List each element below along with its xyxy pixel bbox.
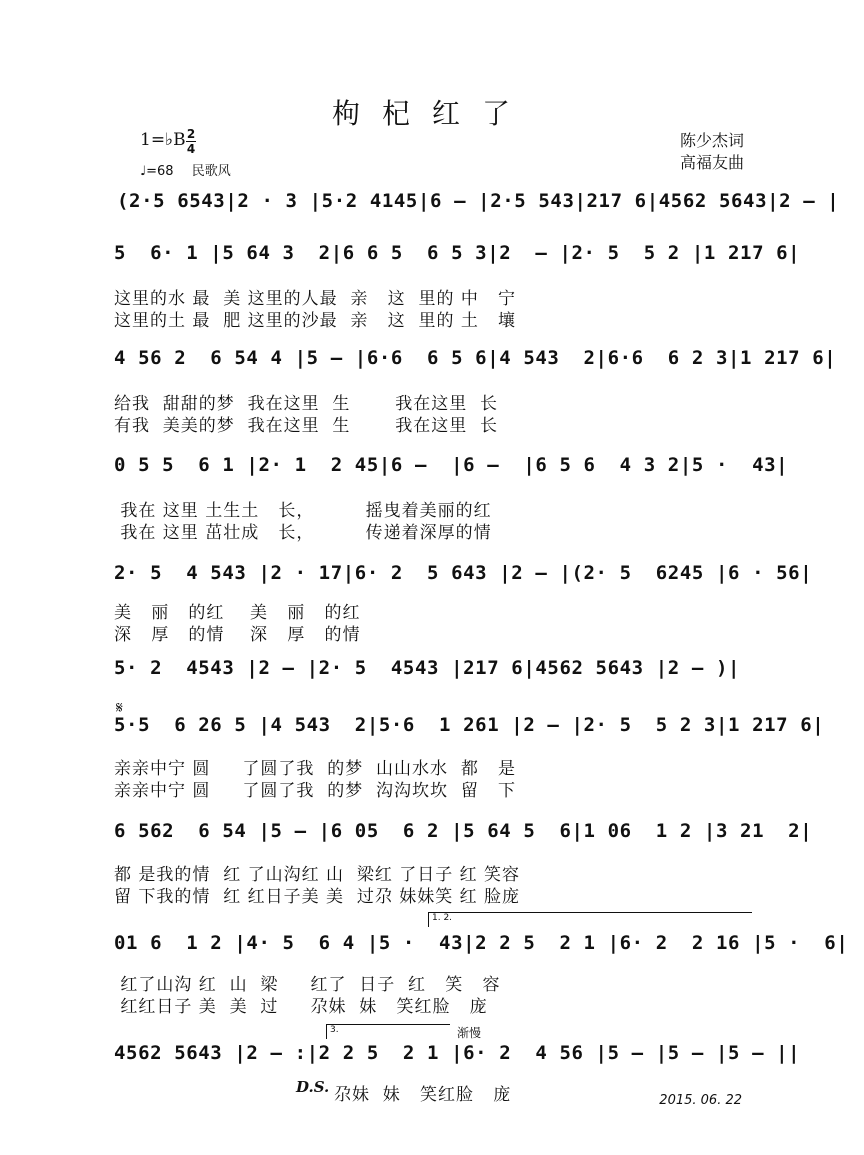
time-signature bbox=[186, 128, 196, 155]
notes-row-7: 5·5 6 26 5 |4 543 2|5·6 1 261 |2 – |2· 5 5 2 3|1 217 6| bbox=[114, 714, 825, 736]
volta-3: 3. bbox=[326, 1024, 450, 1039]
lyrics-row-8-v2: 留 下我的情 红 红日子美 美 过尕 妹妹笑 红 脸庞 bbox=[114, 887, 521, 907]
score-row-9 bbox=[0, 930, 864, 1020]
notes-row-3: 4 56 2 6 54 4 |5 – |6·6 6 5 6|4 543 2|6·6 6 2 3|1 217 6| bbox=[114, 347, 837, 369]
credits bbox=[680, 130, 744, 174]
notes-row-10: 4562 5643 |2 – :|2 2 5 2 1 |6· 2 4 56 |5 – |5 – |5 – || bbox=[114, 1042, 801, 1064]
style-marking: 民歌风 bbox=[191, 164, 231, 179]
song-title: 枸杞红了 bbox=[331, 97, 532, 130]
lyrics-row-5-v2: 深 厚 的情 深 厚 的情 bbox=[114, 625, 361, 645]
score-row-8 bbox=[0, 818, 864, 918]
notes-row-2: 5 6· 1 |5 64 3 2|6 6 5 6 5 3|2 – |2· 5 5 2 |1 217 6| bbox=[114, 242, 801, 264]
notes-row-8: 6 562 6 54 |5 – |6 05 6 2 |5 64 5 6|1 06 1 2 |3 21 2| bbox=[114, 820, 813, 842]
lyrics-row-3-v2: 有我 美美的梦 我在这里 生 我在这里 长 bbox=[114, 416, 499, 436]
score-row-10 bbox=[0, 1040, 864, 1080]
tempo-value: ♩=68 bbox=[140, 164, 174, 179]
lyrics-row-4-v1: 我在 这里 土生土 长， 摇曳着美丽的红 bbox=[114, 501, 492, 521]
lyrics-row-2-v1: 这里的水 最 美 这里的人最 亲 这 里的 中 宁 bbox=[114, 289, 517, 309]
tempo-marking bbox=[140, 160, 231, 179]
score-row-6 bbox=[0, 655, 864, 695]
key-signature: 1=♭B bbox=[140, 130, 186, 150]
score-row-3 bbox=[0, 345, 864, 445]
notes-row-1: (2·5 6543|2 · 3 |5·2 4145|6 – |2·5 543|217 6|4562 5643|2 – | bbox=[117, 190, 840, 212]
notes-row-5: 2· 5 4 543 |2 · 17|6· 2 5 643 |2 – |(2· 5 6245 |6 · 56| bbox=[114, 562, 813, 584]
score-row-4 bbox=[0, 452, 864, 552]
volta-1-2: 1. 2. bbox=[428, 912, 752, 927]
dal-segno-marking: D.S. bbox=[296, 1078, 330, 1096]
lyrics-row-10: 尕妹 妹 笑红脸 庞 bbox=[334, 1085, 512, 1105]
ritardando-marking: 渐慢 bbox=[457, 1026, 482, 1040]
segno-sign: 𝄋 bbox=[116, 698, 123, 717]
lyrics-row-7-v1: 亲亲中宁 圆 了圆了我 的梦 山山水水 都 是 bbox=[114, 759, 517, 779]
lyrics-row-5-v1: 美 丽 的红 美 丽 的红 bbox=[114, 603, 361, 623]
score-row-1 bbox=[0, 188, 864, 228]
score-row-2 bbox=[0, 238, 864, 338]
lyrics-row-4-v2: 我在 这里 茁壮成 长， 传递着深厚的情 bbox=[114, 523, 492, 543]
lyrics-row-7-v2: 亲亲中宁 圆 了圆了我 的梦 沟沟坎坎 留 下 bbox=[114, 781, 517, 801]
composer: 高福友曲 bbox=[679, 153, 744, 172]
lyrics-row-8-v1: 都 是我的情 红 了山沟红 山 梁红 了日子 红 笑容 bbox=[114, 865, 521, 885]
lyrics-row-9-v2: 红红日子 美 美 过 尕妹 妹 笑红脸 庞 bbox=[114, 997, 488, 1017]
time-sig-bottom: 4 bbox=[186, 142, 196, 156]
time-sig-top: 2 bbox=[186, 127, 196, 141]
score-row-7 bbox=[0, 712, 864, 812]
lyrics-row-2-v2: 这里的土 最 肥 这里的沙最 亲 这 里的 土 壤 bbox=[114, 311, 517, 331]
notes-row-4: 0 5 5 6 1 |2· 1 2 45|6 – |6 – |6 5 6 4 3 2|5 · 43| bbox=[114, 454, 789, 476]
lyrics-row-3-v1: 给我 甜甜的梦 我在这里 生 我在这里 长 bbox=[114, 394, 499, 414]
lyricist: 陈少杰词 bbox=[679, 131, 744, 150]
lyrics-row-9-v1: 红了山沟 红 山 梁 红了 日子 红 笑 容 bbox=[114, 975, 501, 995]
score-row-5 bbox=[0, 560, 864, 650]
notes-row-6: 5· 2 4543 |2 – |2· 5 4543 |217 6|4562 5643 |2 – )| bbox=[114, 657, 741, 679]
date: 2015. 06. 22 bbox=[659, 1093, 742, 1108]
notes-row-9: 01 6 1 2 |4· 5 6 4 |5 · 43|2 2 5 2 1 |6· 2 2 16 |5 · 6| bbox=[114, 932, 849, 954]
